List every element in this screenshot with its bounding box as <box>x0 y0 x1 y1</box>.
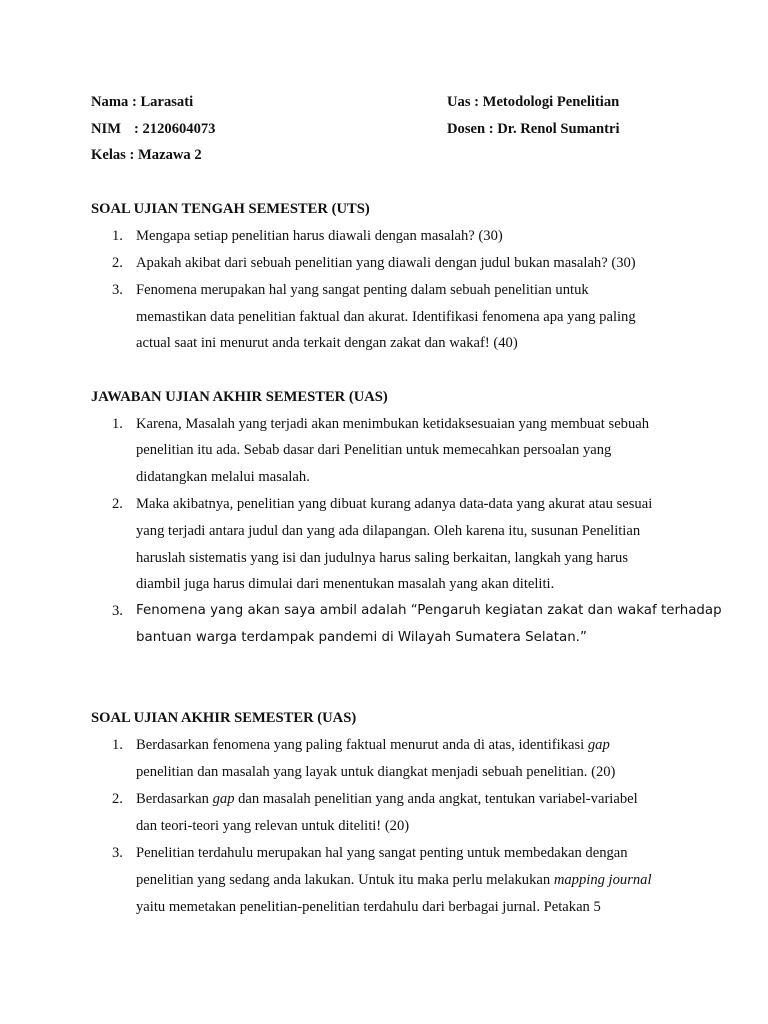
uts-item-number: 1. <box>112 228 123 244</box>
uts-heading: SOAL UJIAN TENGAH SEMESTER (UTS) <box>91 201 370 217</box>
uts-item-number: 3. <box>112 282 123 298</box>
answer-item-text: penelitian itu ada. Sebab dasar dari Penelitian untuk memecahkan persoalan yang <box>136 442 612 458</box>
uas-item-number: 2. <box>112 791 123 807</box>
student-nim-value: : 2120604073 <box>134 121 216 137</box>
uas-item-text-emphasis: mapping journal <box>553 872 652 888</box>
uts-item-text: Apakah akibat dari sebuah penelitian yang diawali dengan judul bukan masalah? (30) <box>136 255 636 271</box>
exam-subject: Uas : Metodologi Penelitian <box>447 94 620 110</box>
answer-item-number: 1. <box>112 416 123 432</box>
uts-item-text: Mengapa setiap penelitian harus diawali dengan masalah? (30) <box>136 228 503 244</box>
answer-item-number: 3. <box>112 603 123 619</box>
uas-item-text: yaitu memetakan penelitian-penelitian terdahulu dari berbagai jurnal. Petakan 5 <box>136 899 601 915</box>
answer-item-text: diambil juga harus dimulai dari menentukan masalah yang akan diteliti. <box>136 576 555 592</box>
uas-heading: SOAL UJIAN AKHIR SEMESTER (UAS) <box>91 710 357 726</box>
uas-item-text-part: dan masalah penelitian yang anda angkat, tentukan variabel-variabel <box>234 791 638 807</box>
answer-item-text: Karena, Masalah yang terjadi akan menimbukan ketidaksesuaian yang membuat sebuah <box>136 416 650 432</box>
student-name: Nama : Larasati <box>91 94 194 110</box>
uas-item-text-part: penelitian yang sedang anda lakukan. Untuk itu maka perlu melakukan <box>136 872 554 888</box>
answer-item-number: 2. <box>112 496 123 512</box>
uas-item-text-part: Berdasarkan fenomena yang paling faktual menurut anda di atas, identifikasi <box>136 737 588 753</box>
uas-item-text: Penelitian terdahulu merupakan hal yang sangat penting untuk membedakan dengan <box>136 845 628 861</box>
answer-item-text: bantuan warga terdampak pandemi di Wilayah Sumatera Selatan.” <box>136 630 587 645</box>
uts-item-number: 2. <box>112 255 123 271</box>
uas-item-text <box>136 790 638 808</box>
answers-heading: JAWABAN UJIAN AKHIR SEMESTER (UAS) <box>91 389 388 405</box>
uas-item-text <box>136 871 652 889</box>
answer-item-text: didatangkan melalui masalah. <box>136 469 310 485</box>
student-class: Kelas : Mazawa 2 <box>91 147 202 163</box>
answer-item-text: yang terjadi antara judul dan yang ada dilapangan. Oleh karena itu, susunan Penelitian <box>136 523 641 539</box>
student-nim-label: NIM <box>91 121 121 137</box>
answer-item-text: Maka akibatnya, penelitian yang dibuat kurang adanya data-data yang akurat atau sesuai <box>136 496 653 512</box>
answer-item-text: Fenomena yang akan saya ambil adalah “Pengaruh kegiatan zakat dan wakaf terhadap <box>136 603 722 618</box>
uas-item-text: dan teori-teori yang relevan untuk diteliti! (20) <box>136 818 410 834</box>
uts-item-text: actual saat ini menurut anda terkait dengan zakat dan wakaf! (40) <box>136 335 518 351</box>
uas-item-number: 3. <box>112 845 123 861</box>
uas-item-text-part: Berdasarkan <box>136 791 213 807</box>
uas-item-text: penelitian dan masalah yang layak untuk diangkat menjadi sebuah penelitian. (20) <box>136 764 616 780</box>
lecturer-name: Dosen : Dr. Renol Sumantri <box>447 121 620 137</box>
uas-item-text <box>136 736 610 754</box>
uas-item-text-emphasis: gap <box>212 791 235 807</box>
uts-item-text: Fenomena merupakan hal yang sangat penting dalam sebuah penelitian untuk <box>136 282 589 298</box>
uas-item-text-emphasis: gap <box>587 737 610 753</box>
uas-item-number: 1. <box>112 737 123 753</box>
uts-item-text: memastikan data penelitian faktual dan akurat. Identifikasi fenomena apa yang paling <box>136 309 636 325</box>
answer-item-text: haruslah sistematis yang isi dan judulnya harus saling berkaitan, langkah yang harus <box>136 550 629 566</box>
